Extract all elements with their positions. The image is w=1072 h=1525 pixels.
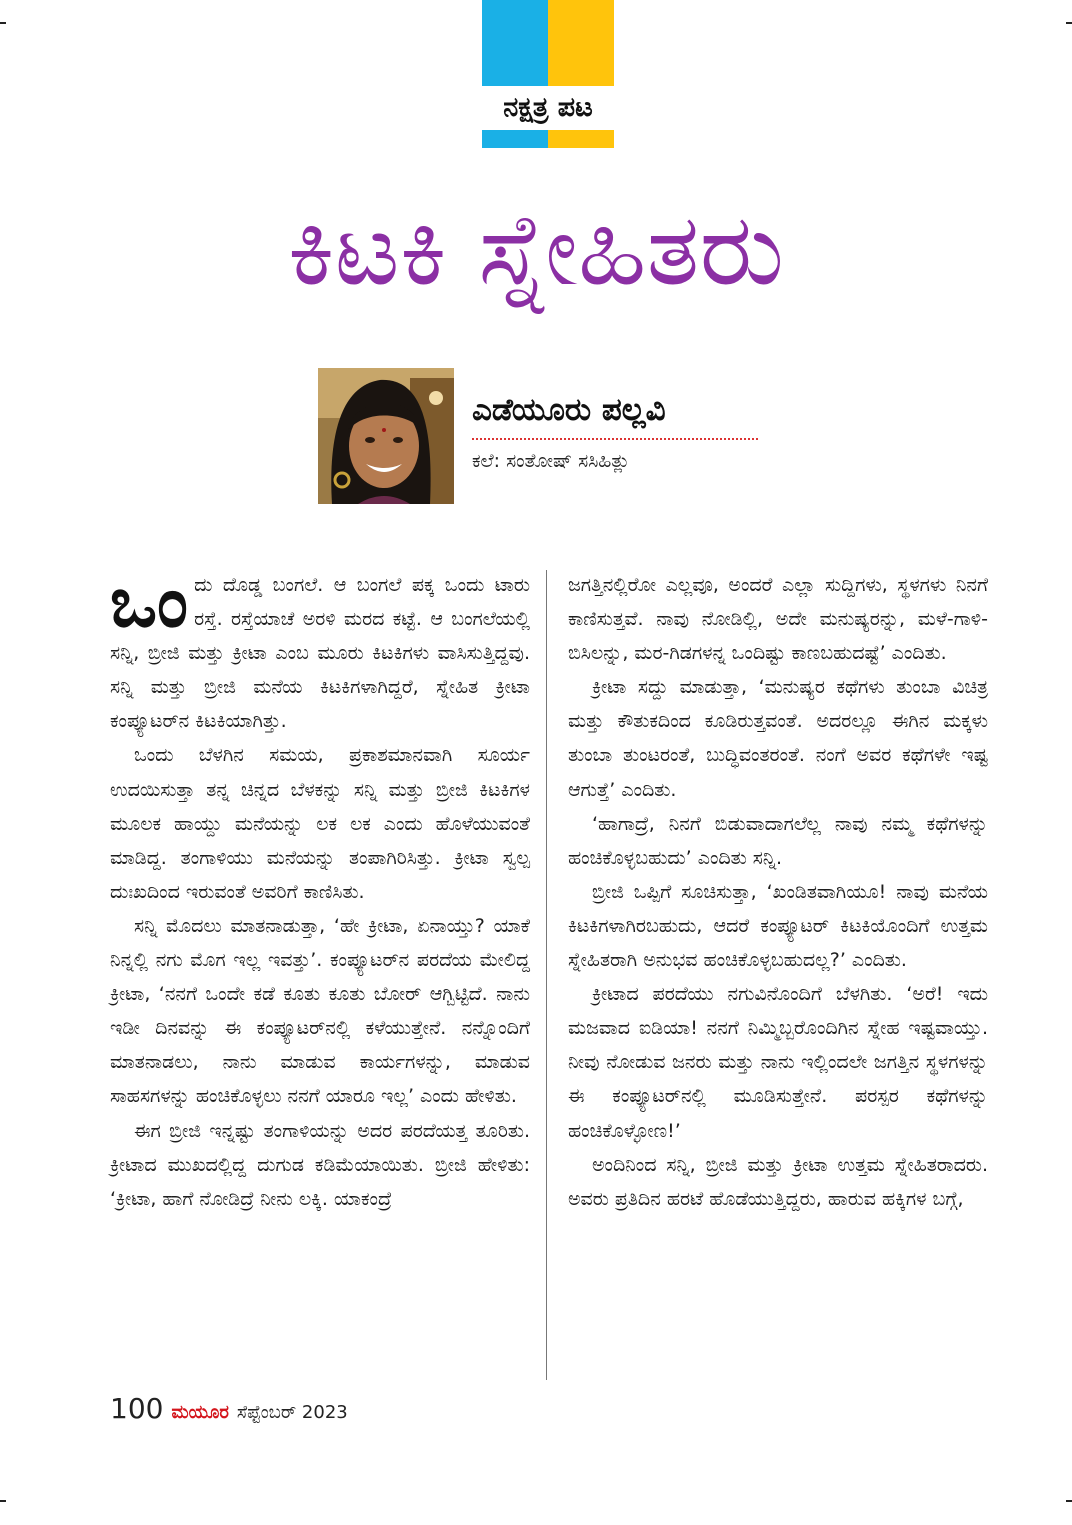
- logo-blue-block: [482, 0, 548, 86]
- magazine-logo: ಮಯೂರ: [171, 1402, 229, 1423]
- logo-yellow-strip: [548, 130, 614, 148]
- crop-mark: [0, 1500, 6, 1502]
- article-paragraph: ಒಂದು ಬೆಳಗಿನ ಸಮಯ, ಪ್ರಕಾಶಮಾನವಾಗಿ ಸೂರ್ಯ ಉದಯಿಸುತ್ತಾ ತನ್ನ ಚಿನ್ನದ ಬೆಳಕನ್ನು ಸನ್ನಿ ಮತ್ತು ಬ್ರೀಜಿ ಕಿಟಕಿಗಳ ಮೂಲಕ ಹಾಯ್ದು ಮನೆಯನ್ನು ಲಕ ಲಕ ಎಂದು ಹೊಳೆಯುವಂತೆ ಮಾಡಿದ್ದ. ತಂಗಾಳಿಯು ಮನೆಯನ್ನು ತಂಪಾಗಿರಿಸಿತ್ತು. ಕ್ರೀಟಾ ಸ್ವಲ್ಪ ದುಃಖದಿಂದ ಇರುವಂತೆ ಅವರಿಗೆ ಕಾಣಿಸಿತು.: [110, 744, 530, 903]
- illustration-credit: ಕಲೆ: ಸಂತೋಷ್ ಸಸಿಹಿತ್ಲು: [472, 450, 630, 472]
- article-column-left: [110, 561, 530, 1216]
- article-paragraph: ಅಂದಿನಿಂದ ಸನ್ನಿ, ಬ್ರೀಜಿ ಮತ್ತು ಕ್ರೀಟಾ ಉತ್ತಮ ಸ್ನೇಹಿತರಾದರು. ಅವರು ಪ್ರತಿದಿನ ಹರಟೆ ಹೊಡೆಯುತ್ತಿದ್ದರು, ಹಾರುವ ಹಕ್ಕಿಗಳ ಬಗ್ಗೆ,: [568, 1153, 988, 1210]
- column-divider: [546, 570, 547, 1380]
- drop-cap: ಒಂ: [110, 561, 189, 643]
- page-footer: [110, 1392, 348, 1425]
- article-paragraph: [110, 561, 530, 738]
- logo-blue-strip: [482, 130, 548, 148]
- article-title: ಕಿಟಕಿ ಸ್ನೇಹಿತರು: [287, 191, 785, 308]
- issue-date: ಸೆಪ್ಟೆಂಬರ್ 2023: [236, 1402, 348, 1423]
- section-logo: [482, 0, 614, 148]
- byline-divider: [472, 438, 758, 440]
- article-paragraph: ಕ್ರೀಟಾ ಸದ್ದು ಮಾಡುತ್ತಾ, ‘ಮನುಷ್ಯರ ಕಥೆಗಳು ತುಂಬಾ ವಿಚಿತ್ರ ಮತ್ತು ಕೌತುಕದಿಂದ ಕೂಡಿರುತ್ತವಂತೆ. ಅದರಲ್ಲೂ ಈಗಿನ ಮಕ್ಕಳು ತುಂಬಾ ತುಂಟರಂತೆ, ಬುದ್ಧಿವಂತರಂತೆ. ನಂಗೆ ಅವರ ಕಥೆಗಳೇ ಇಷ್ಟ ಆಗುತ್ತೆ’ ಎಂದಿತು.: [568, 676, 988, 801]
- crop-mark: [0, 22, 6, 24]
- paragraph-text: ದು ದೊಡ್ಡ ಬಂಗಲೆ. ಆ ಬಂಗಲೆ ಪಕ್ಕ ಒಂದು ಟಾರು ರಸ್ತೆ. ರಸ್ತೆಯಾಚೆ ಅರಳಿ ಮರದ ಕಟ್ಟೆ. ಆ ಬಂಗಲೆಯಲ್ಲಿ ಸನ್ನಿ, ಬ್ರೀಜಿ ಮತ್ತು ಕ್ರೀಟಾ ಎಂಬ ಮೂರು ಕಿಟಕಿಗಳು ವಾಸಿಸುತ್ತಿದ್ದವು. ಸನ್ನಿ ಮತ್ತು ಬ್ರೀಜಿ ಮನೆಯ ಕಿಟಕಿಗಳಾಗಿದ್ದರೆ, ಸ್ನೇಹಿತ ಕ್ರೀಟಾ ಕಂಪ್ಯೂಟರ್‌ನ ಕಿಟಕಿಯಾಗಿತ್ತು.: [110, 574, 530, 733]
- crop-mark: [1066, 22, 1072, 24]
- crop-mark: [1066, 1500, 1072, 1502]
- page-number: 100: [110, 1392, 164, 1425]
- logo-yellow-block: [548, 0, 614, 86]
- article-paragraph: ‘ಹಾಗಾದ್ರೆ, ನಿನಗೆ ಬಿಡುವಾದಾಗಲೆಲ್ಲ ನಾವು ನಮ್ಮ ಕಥೆಗಳನ್ನು ಹಂಚಿಕೊಳ್ಳಬಹುದು’ ಎಂದಿತು ಸನ್ನಿ.: [568, 812, 988, 869]
- article-paragraph: ಜಗತ್ತಿನಲ್ಲಿರೋ ಎಲ್ಲವೂ, ಅಂದರೆ ಎಲ್ಲಾ ಸುದ್ದಿಗಳು, ಸ್ಥಳಗಳು ನಿನಗೆ ಕಾಣಿಸುತ್ತವೆ. ನಾವು ನೋಡಿಲ್ಲಿ, ಅದೇ ಮನುಷ್ಯರನ್ನು, ಮಳೆ-ಗಾಳಿ-ಬಿಸಿಲನ್ನು, ಮರ-ಗಿಡಗಳನ್ನ ಒಂದಿಷ್ಟು ಕಾಣಬಹುದಷ್ಟೆ’ ಎಂದಿತು.: [568, 574, 988, 665]
- section-label: ನಕ್ಷತ್ರ ಪಟ: [482, 86, 614, 130]
- article-column-right: [568, 568, 988, 1216]
- article-paragraph: ಬ್ರೀಜಿ ಒಪ್ಪಿಗೆ ಸೂಚಿಸುತ್ತಾ, ‘ಖಂಡಿತವಾಗಿಯೂ! ನಾವು ಮನೆಯ ಕಿಟಕಿಗಳಾಗಿರಬಹುದು, ಆದರೆ ಕಂಪ್ಯೂಟರ್ ಕಿಟಕಿಯೊಂದಿಗೆ ಉತ್ತಮ ಸ್ನೇಹಿತರಾಗಿ ಅನುಭವ ಹಂಚಿಕೊಳ್ಳಬಹುದಲ್ಲ?’ ಎಂದಿತು.: [568, 880, 988, 972]
- article-paragraph: ಈಗ ಬ್ರೀಜಿ ಇನ್ನಷ್ಟು ತಂಗಾಳಿಯನ್ನು ಅದರ ಪರದೆಯತ್ತ ತೂರಿತು. ಕ್ರೀಟಾದ ಮುಖದಲ್ಲಿದ್ದ ದುಗುಡ ಕಡಿಮೆಯಾಯಿತು. ಬ್ರೀಜಿ ಹೇಳಿತು: ‘ಕ್ರೀಟಾ, ಹಾಗೆ ನೋಡಿದ್ರೆ ನೀನು ಲಕ್ಕಿ. ಯಾಕಂದ್ರೆ: [110, 1119, 530, 1210]
- author-name: ಎಡೆಯೂರು ಪಲ್ಲವಿ: [472, 392, 666, 428]
- article-paragraph: ಸನ್ನಿ ಮೊದಲು ಮಾತನಾಡುತ್ತಾ, ‘ಹೇ ಕ್ರೀಟಾ, ಏನಾಯ್ತು? ಯಾಕೆ ನಿನ್ನಲ್ಲಿ ನಗು ಮೊಗ ಇಲ್ಲ ಇವತ್ತು’. ಕಂಪ್ಯೂಟರ್‌ನ ಪರದೆಯ ಮೇಲಿದ್ದ ಕ್ರೀಟಾ, ‘ನನಗೆ ಒಂದೇ ಕಡೆ ಕೂತು ಕೂತು ಬೋರ್ ಆಗ್ಬಿಟ್ಟಿದೆ. ನಾನು ಇಡೀ ದಿನವನ್ನು ಈ ಕಂಪ್ಯೂಟರ್‌ನಲ್ಲಿ ಕಳೆಯುತ್ತೇನೆ. ನನ್ನೊಂದಿಗೆ ಮಾತನಾಡಲು, ನಾನು ಮಾಡುವ ಕಾರ್ಯಗಳನ್ನು, ಮಾಡುವ ಸಾಹಸಗಳನ್ನು ಹಂಚಿಕೊಳ್ಳಲು ನನಗೆ ಯಾರೂ ಇಲ್ಲ’ ಎಂದು ಹೇಳಿತು.: [110, 914, 530, 1108]
- author-photo: [318, 368, 454, 504]
- article-paragraph: ಕ್ರೀಟಾದ ಪರದೆಯು ನಗುವಿನೊಂದಿಗೆ ಬೆಳಗಿತು. ‘ಅರೆ! ಇದು ಮಜವಾದ ಐಡಿಯಾ! ನನಗೆ ನಿಮ್ಮಿಬ್ಬರೊಂದಿಗಿನ ಸ್ನೇಹ ಇಷ್ಟವಾಯ್ತು. ನೀವು ನೋಡುವ ಜನರು ಮತ್ತು ನಾನು ಇಲ್ಲಿಂದಲೇ ಜಗತ್ತಿನ ಸ್ಥಳಗಳನ್ನು ಈ ಕಂಪ್ಯೂಟರ್‌ನಲ್ಲಿ ಮೂಡಿಸುತ್ತೇನೆ. ಪರಸ್ಪರ ಕಥೆಗಳನ್ನು ಹಂಚಿಕೊಳ್ಳೋಣ!’: [568, 983, 988, 1142]
